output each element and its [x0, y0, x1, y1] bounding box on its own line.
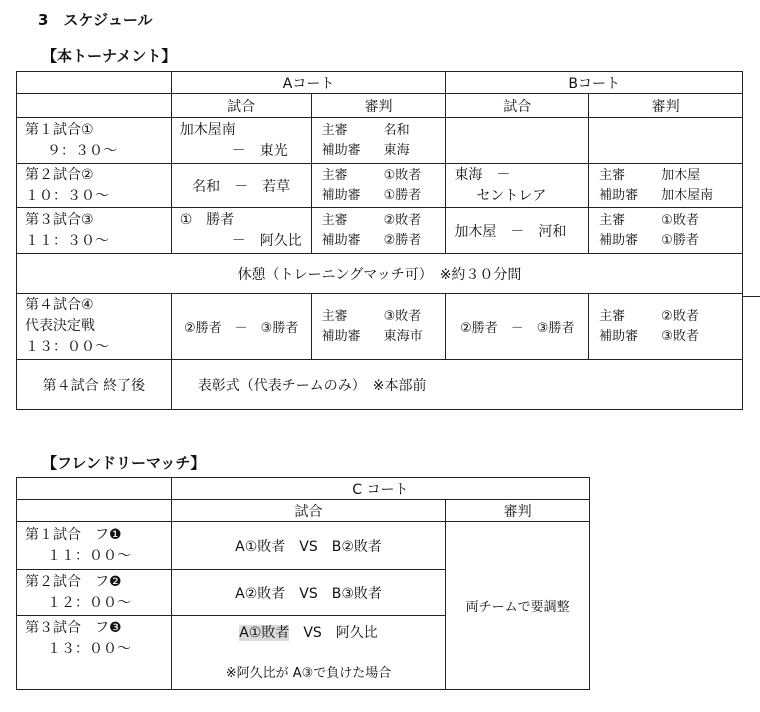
match-label: 第２試合② １０：３０～ [17, 164, 172, 208]
b-referee: 主審 加木屋 補助審 加木屋南 [589, 164, 743, 208]
section-title: 3 スケジュール [38, 11, 153, 29]
c-match: A①敗者 VS B②敗者 [171, 522, 445, 570]
b-match: ②勝者 － ③勝者 [446, 294, 589, 360]
b-match-header: 試合 [446, 94, 589, 118]
a-match: ① 勝者 － 阿久比 [171, 208, 311, 254]
c-referee-header: 審判 [446, 500, 590, 522]
friendly-title: 【フレンドリーマッチ】 [42, 454, 206, 472]
court-a-header: Aコート [171, 72, 446, 94]
match-label: 第１試合 フ❶ １１：００～ [17, 522, 172, 570]
b-referee: 主審 ①敗者 補助審 ①勝者 [589, 208, 743, 254]
match-label: 第２試合 フ❷ １２：００～ [17, 570, 172, 616]
friendly-table [16, 477, 590, 690]
a-match-header: 試合 [171, 94, 311, 118]
a-referee-header: 審判 [311, 94, 446, 118]
court-c-header: C コート [171, 478, 589, 500]
b-referee-header: 審判 [589, 94, 743, 118]
a-referee: 主審 名和 補助審 東海 [311, 118, 446, 164]
table-row [17, 522, 590, 570]
a-match: 名和 － 若草 [171, 164, 311, 208]
b-match-empty [446, 118, 589, 164]
stray-line [742, 296, 760, 297]
break-row: 休憩（トレーニングマッチ可） ※約３０分間 [17, 254, 743, 294]
ceremony-label: 第４試合 終了後 [17, 360, 172, 410]
c-match: A①敗者 VS 阿久比 ※阿久比が A③で負けた場合 [171, 616, 445, 690]
tournament-title: 【本トーナメント】 [42, 47, 177, 65]
match-label: 第３試合③ １１：３０～ [17, 208, 172, 254]
corner-cell [17, 72, 172, 94]
note: ※阿久比が A③で負けた場合 [225, 666, 392, 681]
corner-cell [17, 478, 172, 500]
a-referee: 主審 ②敗者 補助審 ②勝者 [311, 208, 446, 254]
highlighted-team: A①敗者 [239, 625, 290, 641]
match-label: 第１試合① ９：３０～ [17, 118, 172, 164]
b-referee-empty [589, 118, 743, 164]
c-match: A②敗者 VS B③敗者 [171, 570, 445, 616]
c-referee-note: 両チームで要調整 [446, 522, 590, 690]
corner-cell-2 [17, 500, 172, 522]
table-row [17, 164, 743, 208]
tournament-table [16, 71, 743, 410]
a-referee: 主審 ③敗者 補助審 東海市 [311, 294, 446, 360]
table-row [17, 118, 743, 164]
table-row [17, 294, 743, 360]
a-referee: 主審 ①敗者 補助審 ①勝者 [311, 164, 446, 208]
b-match: 加木屋 － 河和 [446, 208, 589, 254]
c-match-header: 試合 [171, 500, 445, 522]
court-b-header: Bコート [446, 72, 743, 94]
table-row [17, 208, 743, 254]
match-label: 第４試合④ 代表決定戦 １３：００～ [17, 294, 172, 360]
b-referee: 主審 ②敗者 補助審 ③敗者 [589, 294, 743, 360]
a-match: 加木屋南 － 東光 [171, 118, 311, 164]
corner-cell-2 [17, 94, 172, 118]
a-match: ②勝者 － ③勝者 [171, 294, 311, 360]
b-match: 東海 － セントレア [446, 164, 589, 208]
ceremony-text: 表彰式（代表チームのみ） ※本部前 [171, 360, 742, 410]
match-label: 第３試合 フ❸ １３：００～ [17, 616, 172, 690]
